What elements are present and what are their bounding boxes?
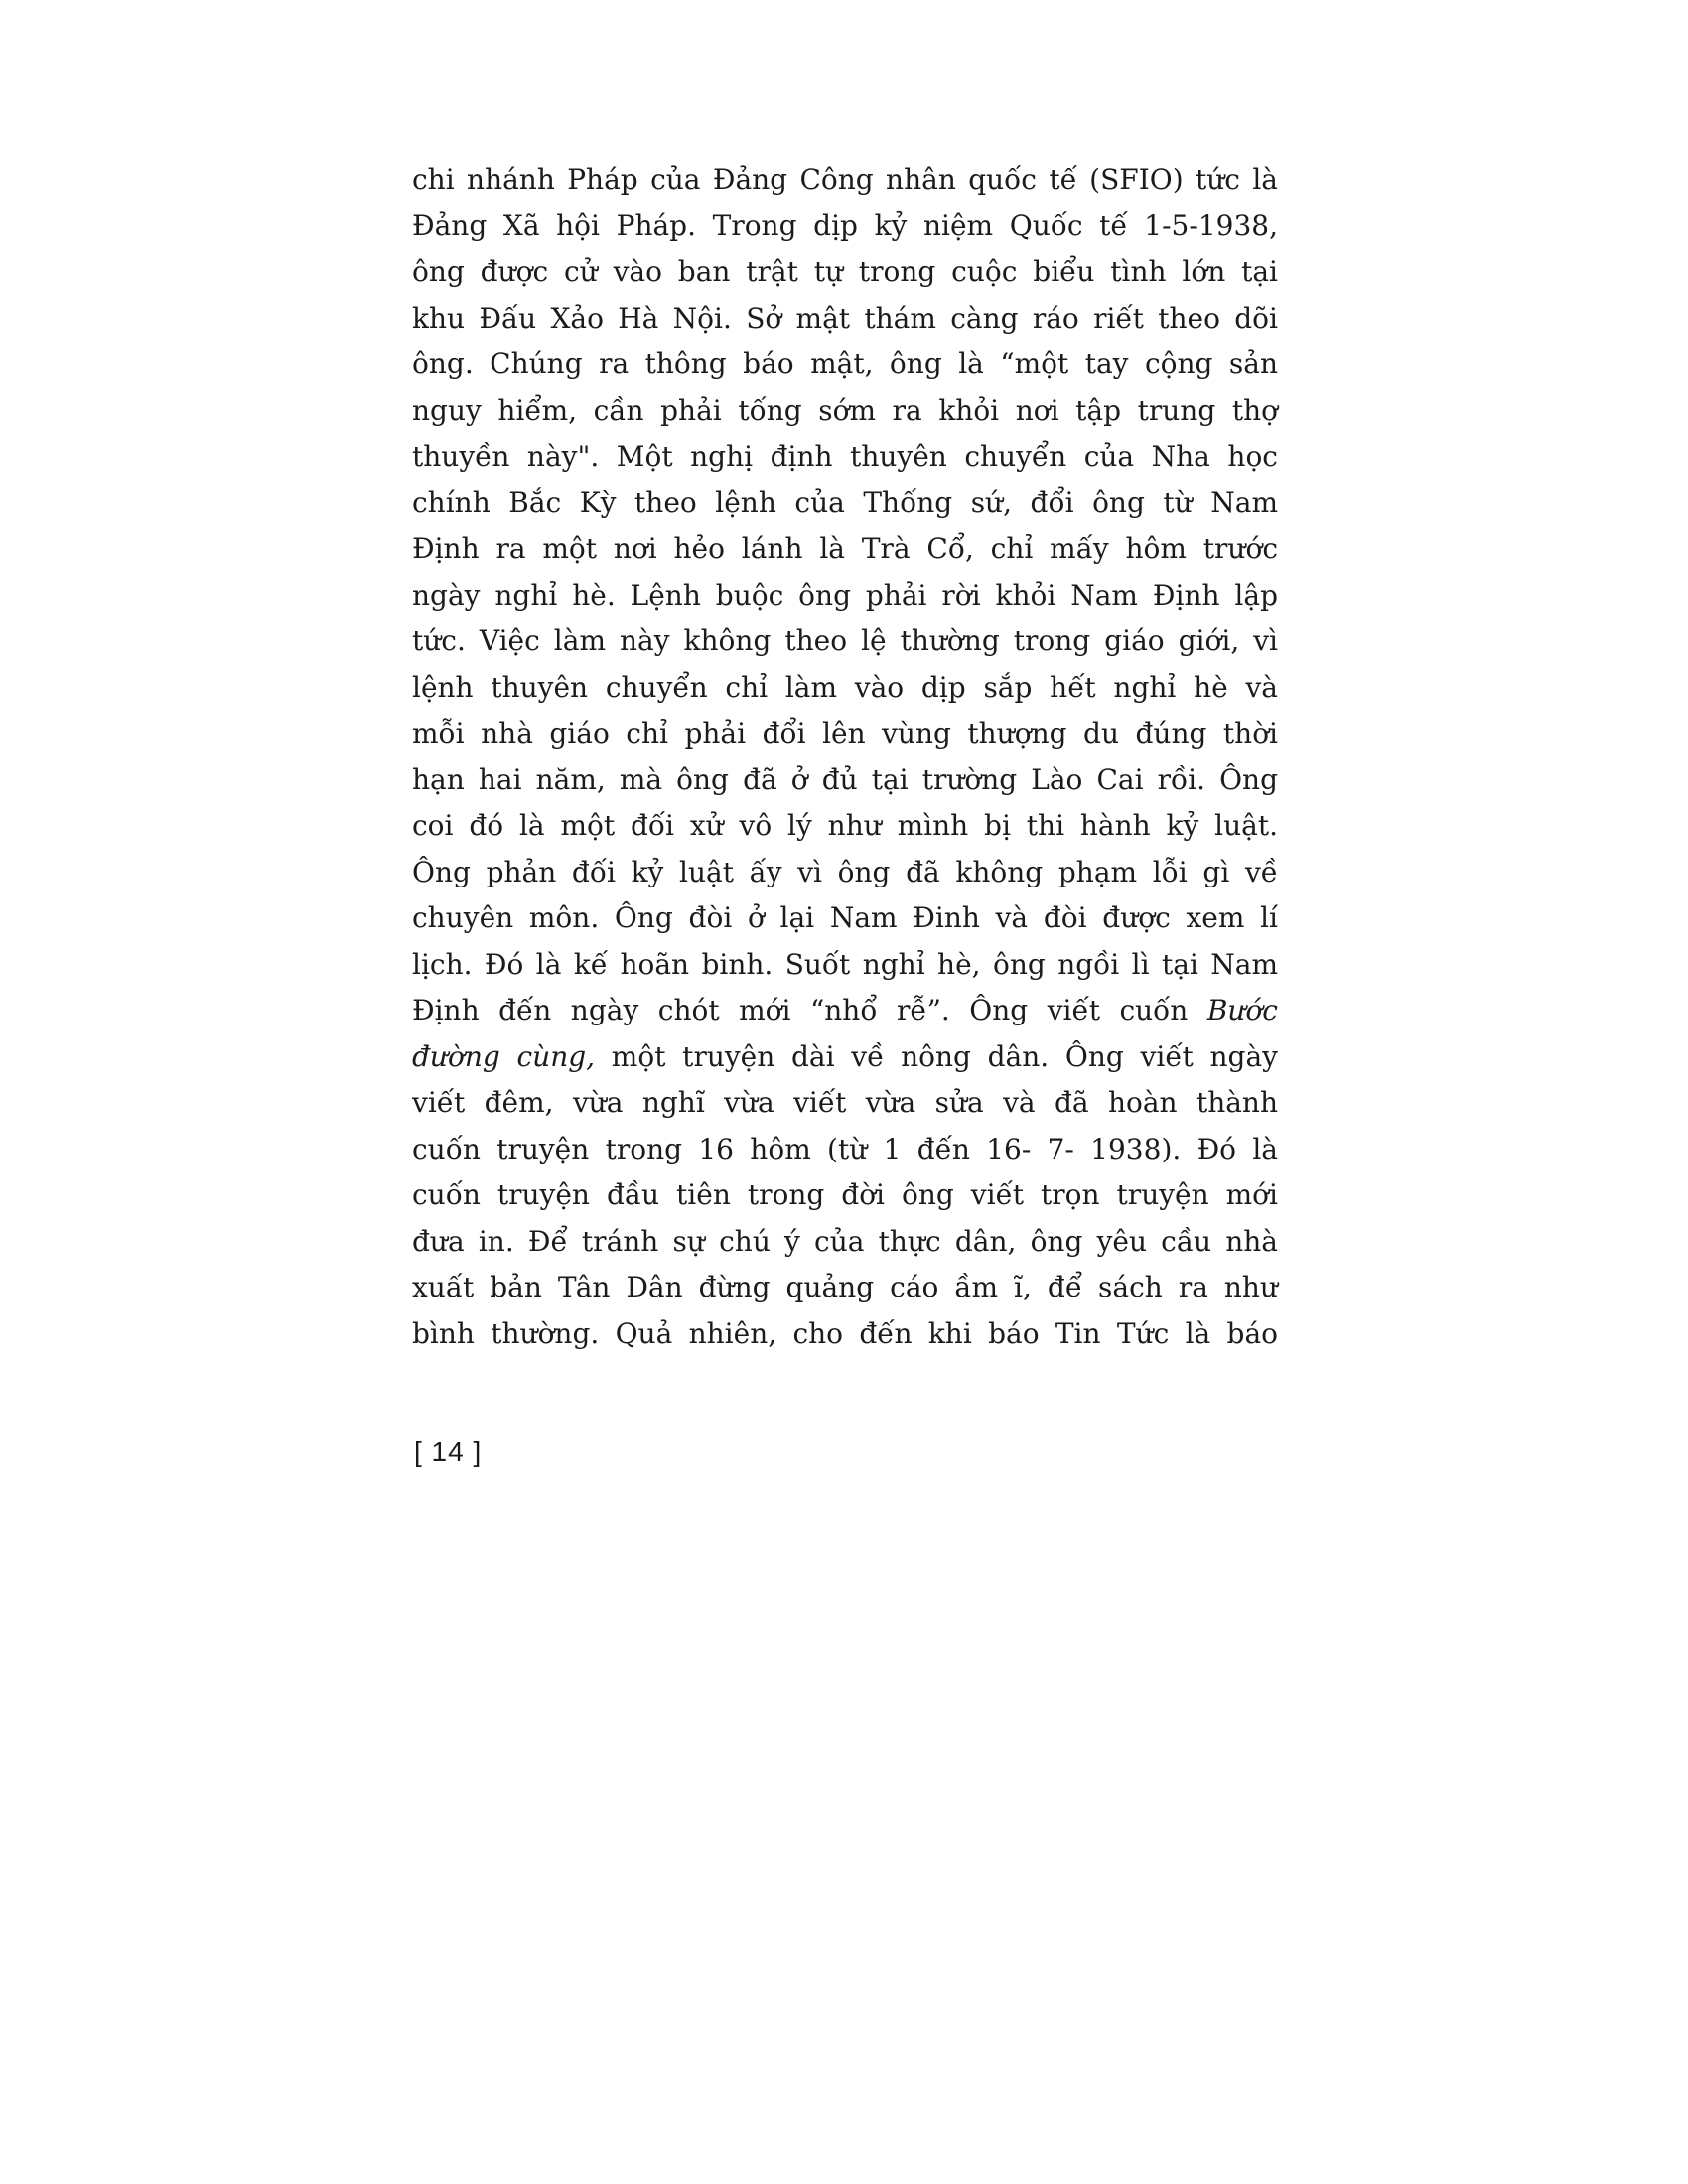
text-line <box>412 1034 1278 1081</box>
text-line <box>412 803 1278 850</box>
text-run: Định ra một nơi hẻo lánh là Trà Cổ, chỉ mấy hôm trước <box>412 532 1278 565</box>
text-run: ngày nghỉ hè. Lệnh buộc ông phải rời khỏi Nam Định lập <box>412 578 1278 612</box>
text-line <box>412 480 1278 527</box>
text-run: hạn hai năm, mà ông đã ở đủ tại trường Lào Cai rồi. Ông <box>412 762 1278 796</box>
text-line <box>412 988 1278 1034</box>
text-run: ông. Chúng ra thông báo mật, ông là “một tay cộng sản <box>412 347 1278 380</box>
text-run: chính Bắc Kỳ theo lệnh của Thống sứ, đổi ông từ Nam <box>412 485 1278 519</box>
text-run: nguy hiểm, cần phải tống sớm ra khỏi nơi tập trung thợ <box>412 393 1278 427</box>
text-run: đưa in. Để tránh sự chú ý của thực dân, ông yêu cầu nhà <box>412 1224 1278 1258</box>
text-line <box>412 1219 1278 1266</box>
text-run: khu Đấu Xảo Hà Nội. Sở mật thám càng ráo riết theo dõi <box>412 301 1278 335</box>
text-line <box>412 850 1278 896</box>
text-line <box>412 895 1278 942</box>
text-run: tức. Việc làm này không theo lệ thường trong giáo giới, vì <box>412 624 1278 657</box>
italic-text-run: Bước <box>1206 994 1278 1026</box>
text-run: Định đến ngày chót mới “nhổ rễ”. Ông viết cuốn <box>412 994 1207 1026</box>
text-line <box>412 1127 1278 1173</box>
text-run: Ông phản đối kỷ luật ấy vì ông đã không phạm lỗi gì về <box>412 855 1278 888</box>
text-run: một truyện dài về nông dân. Ông viết ngày <box>595 1039 1278 1073</box>
text-line <box>412 1265 1278 1311</box>
page-number-label: [ 14 ] <box>414 1436 483 1467</box>
text-run: coi đó là một đối xử vô lý như mình bị thi hành kỷ luật. <box>412 809 1278 842</box>
text-run: lệnh thuyên chuyển chỉ làm vào dịp sắp hết nghỉ hè và <box>412 670 1278 704</box>
text-run: cuốn truyện đầu tiên trong đời ông viết trọn truyện mới <box>412 1178 1278 1211</box>
text-line <box>412 388 1278 435</box>
body-text <box>412 157 1278 1357</box>
text-line <box>412 434 1278 480</box>
text-line <box>412 618 1278 665</box>
text-line <box>412 1080 1278 1127</box>
text-run: chuyên môn. Ông đòi ở lại Nam Đinh và đòi được xem lí <box>412 901 1278 934</box>
text-line <box>412 526 1278 573</box>
text-line <box>412 341 1278 388</box>
text-run: lịch. Đó là kế hoãn binh. Suốt nghỉ hè, ông ngồi lì tại Nam <box>412 947 1278 981</box>
text-line <box>412 942 1278 989</box>
text-line <box>412 1172 1278 1219</box>
text-line <box>412 204 1278 250</box>
text-run: thuyền này". Một nghị định thuyên chuyển của Nha học <box>412 440 1278 473</box>
text-run: viết đêm, vừa nghĩ vừa viết vừa sửa và đã hoàn thành <box>412 1086 1278 1119</box>
text-run: chi nhánh Pháp của Đảng Công nhân quốc tế (SFIO) tức là <box>412 163 1278 196</box>
text-run: Đảng Xã hội Pháp. Trong dịp kỷ niệm Quốc tế 1-5-1938, <box>412 208 1278 242</box>
text-line <box>412 1311 1278 1358</box>
text-line <box>412 711 1278 757</box>
text-line <box>412 296 1278 342</box>
text-line <box>412 157 1278 204</box>
italic-text-run: đường cùng, <box>412 1039 596 1073</box>
text-run: mỗi nhà giáo chỉ phải đổi lên vùng thượng du đúng thời <box>412 717 1278 750</box>
text-line <box>412 249 1278 296</box>
text-run: bình thường. Quả nhiên, cho đến khi báo Tin Tức là báo <box>412 1316 1278 1350</box>
text-line <box>412 665 1278 712</box>
text-run: xuất bản Tân Dân đừng quảng cáo ầm ĩ, để sách ra như <box>412 1271 1278 1303</box>
text-line <box>412 573 1278 619</box>
text-line <box>412 757 1278 804</box>
text-run: cuốn truyện trong 16 hôm (từ 1 đến 16- 7- 1938). Đó là <box>412 1132 1278 1165</box>
text-run: ông được cử vào ban trật tự trong cuộc biểu tình lớn tại <box>412 255 1278 288</box>
